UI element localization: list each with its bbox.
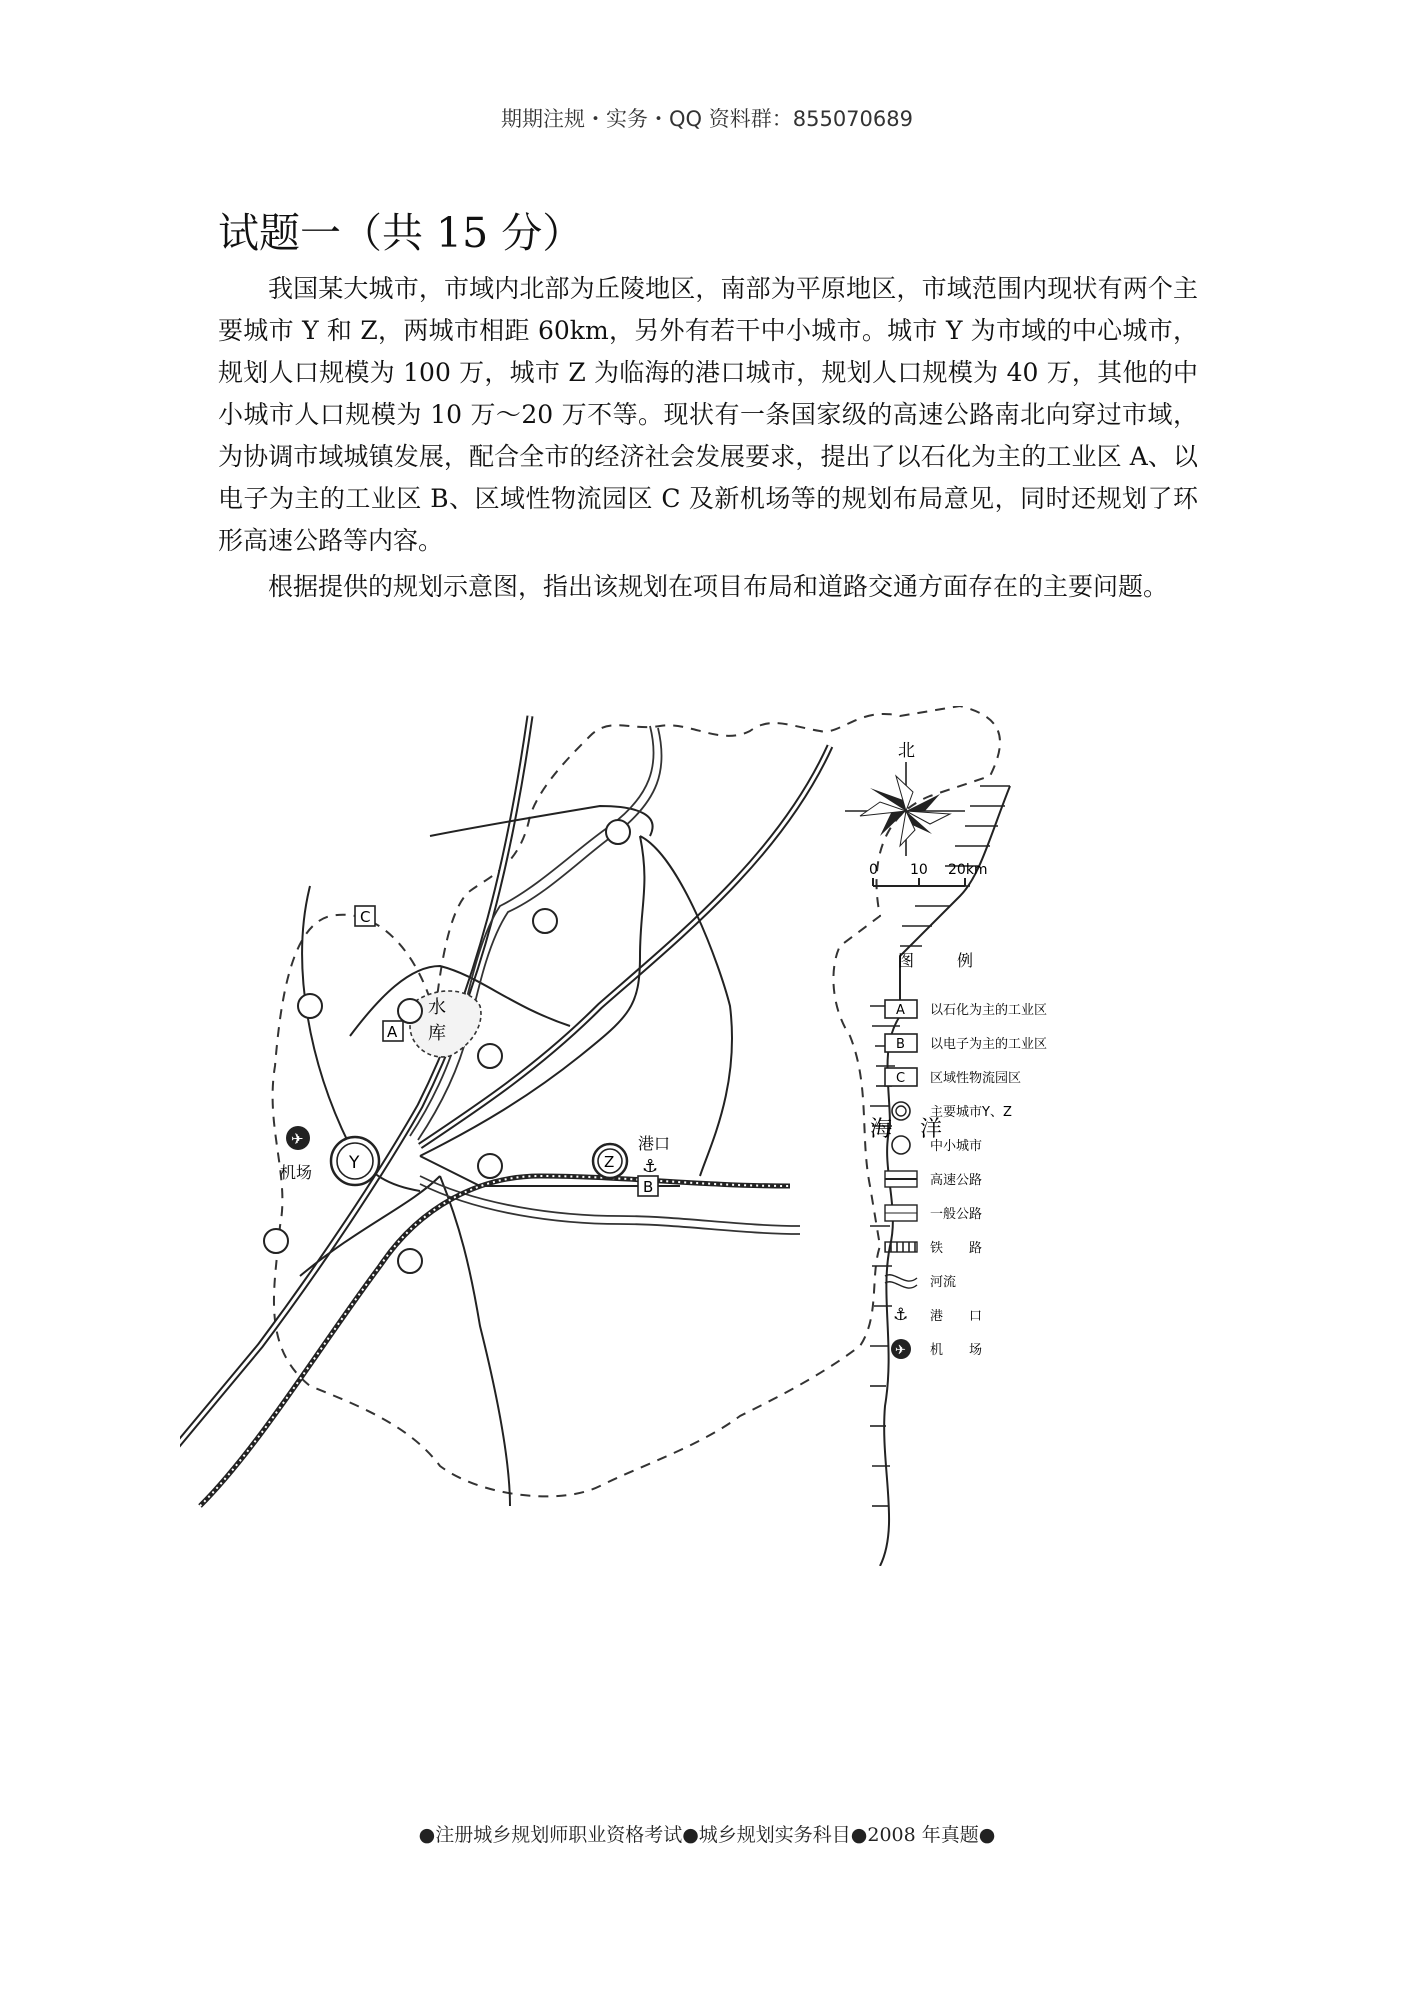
svg-text:20km: 20km xyxy=(948,862,988,878)
svg-text:北: 北 xyxy=(898,741,915,761)
question-body xyxy=(218,268,1198,608)
legend-label: 区域性物流园区 xyxy=(930,1071,1022,1086)
expressways xyxy=(180,716,830,1466)
sea-label-2: 洋 xyxy=(920,1117,943,1142)
svg-text:图: 图 xyxy=(898,951,915,970)
sea-label: 海 xyxy=(870,1117,893,1142)
paragraph-description: 我国某大城市，市域内北部为丘陵地区，南部为平原地区，市域范围内现状有两个主要城市 Y 和 Z，两城市相距 60km，另外有若干中小城市。城市 Y 为市域的中心城市，规划人口规模为 100 万，城市 Z 为临海的港口城市，规划人口规模为 40 万，其他的中小城市人口规模为 10 万～20 万不等。现状有一条国家级的高速公路南北向穿过市域，为协调市域城镇发展，配合全市的经济社会发展要求，提出了以石化为主的工业区 A、以电子为主的工业区 B、区域性物流园区 C 及新机场等的规划布局意见，同时还规划了环形高速公路等内容。 xyxy=(218,274,1198,555)
legend-item xyxy=(885,1240,982,1256)
reservoir-label: 水 xyxy=(428,997,446,1018)
svg-text:机场: 机场 xyxy=(280,1163,313,1182)
legend-label: 港 口 xyxy=(930,1309,983,1324)
legend-label: 以电子为主的工业区 xyxy=(930,1037,1048,1052)
anchor-icon: ⚓ xyxy=(642,1156,659,1177)
page-header: 期期注规・实务・QQ 资料群：855070689 xyxy=(501,107,913,131)
legend-item xyxy=(885,1274,956,1290)
railway xyxy=(200,1176,790,1506)
small-city xyxy=(398,999,422,1023)
legend-label: 高速公路 xyxy=(930,1173,983,1188)
planning-map xyxy=(180,706,1260,1566)
legend-label: 机 场 xyxy=(930,1343,983,1358)
legend-item xyxy=(885,1034,1047,1052)
anchor-icon: ⚓ xyxy=(893,1305,909,1325)
legend-item xyxy=(892,1136,982,1154)
airport-icon: ✈ xyxy=(895,1343,906,1358)
airport xyxy=(280,1126,312,1182)
legend-label: 以石化为主的工业区 xyxy=(930,1003,1048,1018)
city-y xyxy=(331,1137,379,1185)
legend-label: 河流 xyxy=(930,1275,957,1290)
port xyxy=(638,1134,670,1177)
svg-text:B: B xyxy=(896,1037,905,1052)
svg-text:C: C xyxy=(360,908,371,926)
legend-label: 主要城市Y、Z xyxy=(930,1105,1012,1120)
small-city xyxy=(398,1249,422,1273)
legend-label: 一般公路 xyxy=(930,1207,983,1222)
airport-icon: ✈ xyxy=(291,1130,304,1148)
svg-text:A: A xyxy=(896,1003,905,1018)
legend-item xyxy=(891,1339,982,1359)
legend-item xyxy=(893,1305,982,1325)
svg-text:Y: Y xyxy=(349,1153,360,1173)
small-city xyxy=(533,909,557,933)
paragraph-question: 根据提供的规划示意图，指出该规划在项目布局和道路交通方面存在的主要问题。 xyxy=(268,572,1169,601)
svg-text:A: A xyxy=(387,1023,398,1041)
city-z xyxy=(593,1144,627,1178)
legend-item xyxy=(885,1068,1021,1086)
legend-item xyxy=(885,1171,982,1188)
svg-text:0: 0 xyxy=(869,862,878,878)
svg-text:例: 例 xyxy=(957,951,974,970)
zone-a xyxy=(383,1021,403,1041)
svg-text:10: 10 xyxy=(910,862,928,878)
legend xyxy=(885,951,1047,1359)
zone-b xyxy=(638,1176,658,1196)
legend-item xyxy=(885,1000,1047,1018)
legend-label: 中小城市 xyxy=(930,1139,983,1154)
small-city xyxy=(478,1154,502,1178)
svg-text:Z: Z xyxy=(604,1153,615,1171)
compass-rose xyxy=(845,741,965,856)
reservoir-label-2: 库 xyxy=(428,1023,446,1044)
small-city xyxy=(298,994,322,1018)
small-city xyxy=(606,820,630,844)
small-city xyxy=(264,1229,288,1253)
small-city xyxy=(478,1044,502,1068)
question-title: 试题一（共 15 分） xyxy=(218,209,584,257)
zone-c xyxy=(355,906,375,926)
page-footer: ●注册城乡规划师职业资格考试●城乡规划实务科目●2008 年真题● xyxy=(418,1824,996,1846)
svg-text:B: B xyxy=(643,1178,654,1196)
legend-item xyxy=(885,1205,982,1222)
legend-label: 铁 路 xyxy=(930,1241,983,1256)
legend-item xyxy=(892,1102,1012,1120)
svg-text:C: C xyxy=(896,1071,906,1086)
svg-text:港口: 港口 xyxy=(638,1134,671,1153)
